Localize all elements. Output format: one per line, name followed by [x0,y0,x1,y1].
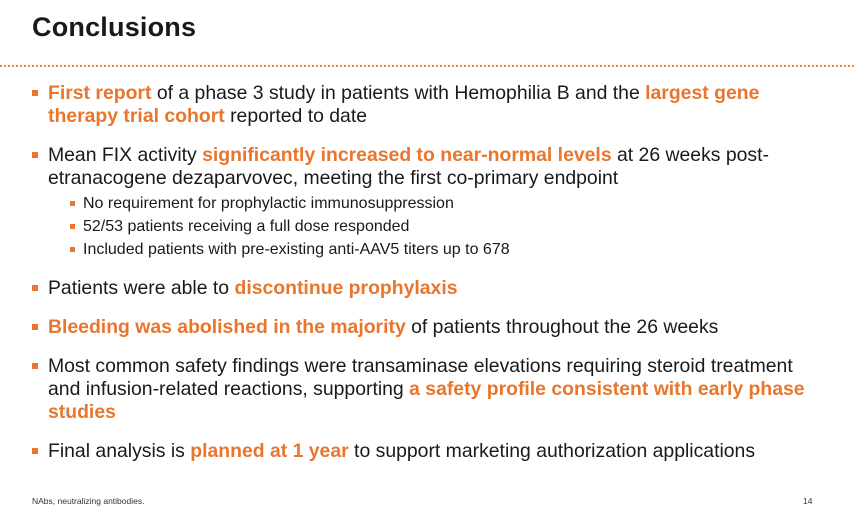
highlight-text: planned at 1 year [190,440,349,462]
bullet-safety [30,355,830,424]
bullet-first-report [30,82,830,128]
highlight-text: First report [48,82,152,104]
bullet-bleeding [30,316,830,339]
sub-bullet: Included patients with pre-existing anti-AAV5 titers up to 678 [48,238,830,261]
body-text: of a phase 3 study in patients with Hemophilia B and the [151,82,646,104]
bullet-final-analysis [30,440,830,463]
conclusions-list [30,82,830,479]
body-text: reported to date [224,105,367,127]
highlight-text: discontinue prophylaxis [234,277,458,299]
slide-title: Conclusions [32,12,197,42]
sub-bullet: No requirement for prophylactic immunosuppression [48,192,830,215]
body-text: Patients were able to [48,277,235,299]
page-number: 14 [803,496,813,506]
body-text: to support marketing authorization applications [348,440,756,462]
body-text: Final analysis is [48,440,191,462]
body-text: at 26 weeks post-etranacogene dezaparvovec, meeting the first co-primary endpoint [48,144,769,189]
body-text: Mean FIX activity [48,144,203,166]
body-text: Most common safety findings were transaminase elevations requiring steroid treatment and infusion-related reactions, supporting [48,355,793,400]
highlight-text: Bleeding was abolished in the majority [48,316,406,338]
highlight-text: largest gene therapy trial cohort [48,82,760,127]
bullet-fix-activity [30,144,830,261]
bullet-prophylaxis [30,277,830,300]
sub-bullet: 52/53 patients receiving a full dose responded [48,215,830,238]
title-divider [0,65,854,67]
body-text: of patients throughout the 26 weeks [405,316,719,338]
footnote: NAbs, neutralizing antibodies. [32,496,145,506]
highlight-text: significantly increased to near-normal levels [202,144,612,166]
sub-bullet-list [48,192,830,261]
highlight-text: a safety profile consistent with early phase studies [48,378,805,423]
